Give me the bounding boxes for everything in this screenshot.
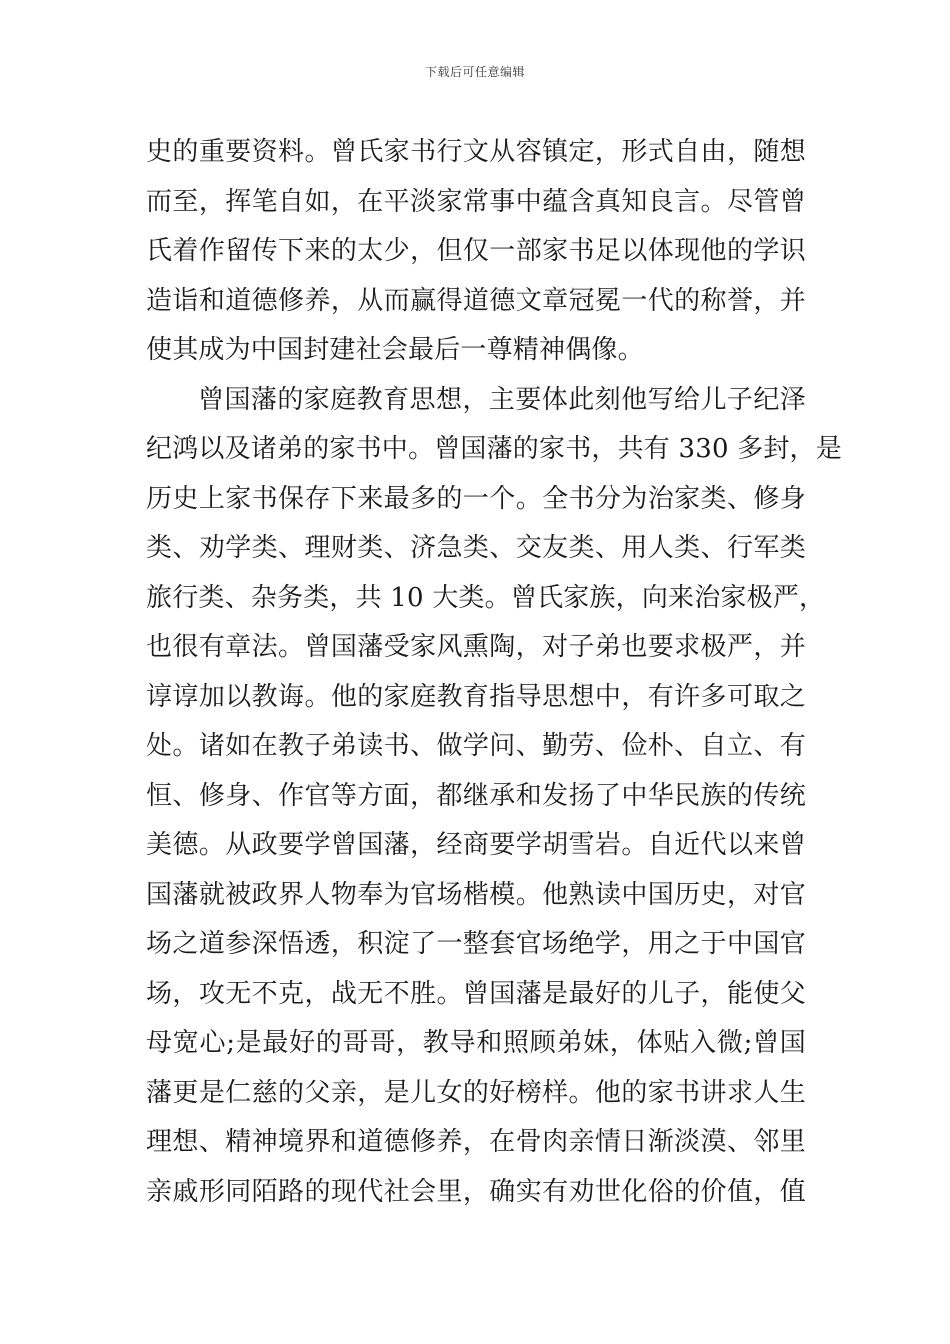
text-line: 造诣和道德修养，从而赢得道德文章冠冕一代的称誉，并 bbox=[146, 285, 806, 316]
text-line: 国藩就被政界人物奉为官场楷模。他熟读中国历史，对官 bbox=[146, 879, 806, 910]
text-line: 纪鸿以及诸弟的家书中。曾国藩的家书，共有 330 多封，是 bbox=[146, 434, 842, 464]
text-line: 谆谆加以教诲。他的家庭教育指导思想中，有许多可取之 bbox=[146, 681, 806, 712]
paragraph-start-line: 曾国藩的家庭教育思想，主要体此刻他写给儿子纪泽 bbox=[198, 384, 806, 415]
document-body bbox=[146, 128, 842, 1217]
text-line: 理想、精神境界和道德修养，在骨肉亲情日渐淡漠、邻里 bbox=[146, 1127, 806, 1157]
text-line: 使其成为中国封建社会最后一尊精神偶像。 bbox=[146, 335, 644, 365]
text-line: 类、劝学类、理财类、济急类、交友类、用人类、行军类 bbox=[146, 533, 806, 563]
text-line: 母宽心;是最好的哥哥，教导和照顾弟妹，体贴入微;曾国 bbox=[146, 1028, 806, 1058]
text-line: 旅行类、杂务类，共 10 大类。曾氏家族，向来治家极严， bbox=[146, 582, 826, 613]
text-line: 藩更是仁慈的父亲，是儿女的好榜样。他的家书讲求人生 bbox=[146, 1077, 806, 1108]
text-line: 恒、修身、作官等方面，都继承和发扬了中华民族的传统 bbox=[146, 780, 806, 811]
text-line: 也很有章法。曾国藩受家风熏陶，对子弟也要求极严，并 bbox=[146, 632, 806, 662]
text-line: 美德。从政要学曾国藩，经商要学胡雪岩。自近代以来曾 bbox=[146, 830, 806, 860]
text-line: 场，攻无不克，战无不胜。曾国藩是最好的儿子，能使父 bbox=[146, 978, 806, 1009]
text-line: 历史上家书保存下来最多的一个。全书分为治家类、修身 bbox=[146, 483, 806, 514]
text-line: 处。诸如在教子弟读书、做学问、勤劳、俭朴、自立、有 bbox=[146, 731, 806, 761]
page-header: 下载后可任意编辑 bbox=[424, 65, 525, 79]
text-line: 史的重要资料。曾氏家书行文从容镇定，形式自由，随想 bbox=[146, 137, 806, 167]
text-line: 亲戚形同陌路的现代社会里，确实有劝世化俗的价值，值 bbox=[146, 1176, 806, 1207]
text-line: 而至，挥笔自如，在平淡家常事中蕴含真知良言。尽管曾 bbox=[146, 186, 806, 217]
text-line: 氏着作留传下来的太少，但仅一部家书足以体现他的学识 bbox=[146, 236, 806, 266]
text-line: 场之道参深悟透，积淀了一整套官场绝学，用之于中国官 bbox=[146, 929, 806, 959]
